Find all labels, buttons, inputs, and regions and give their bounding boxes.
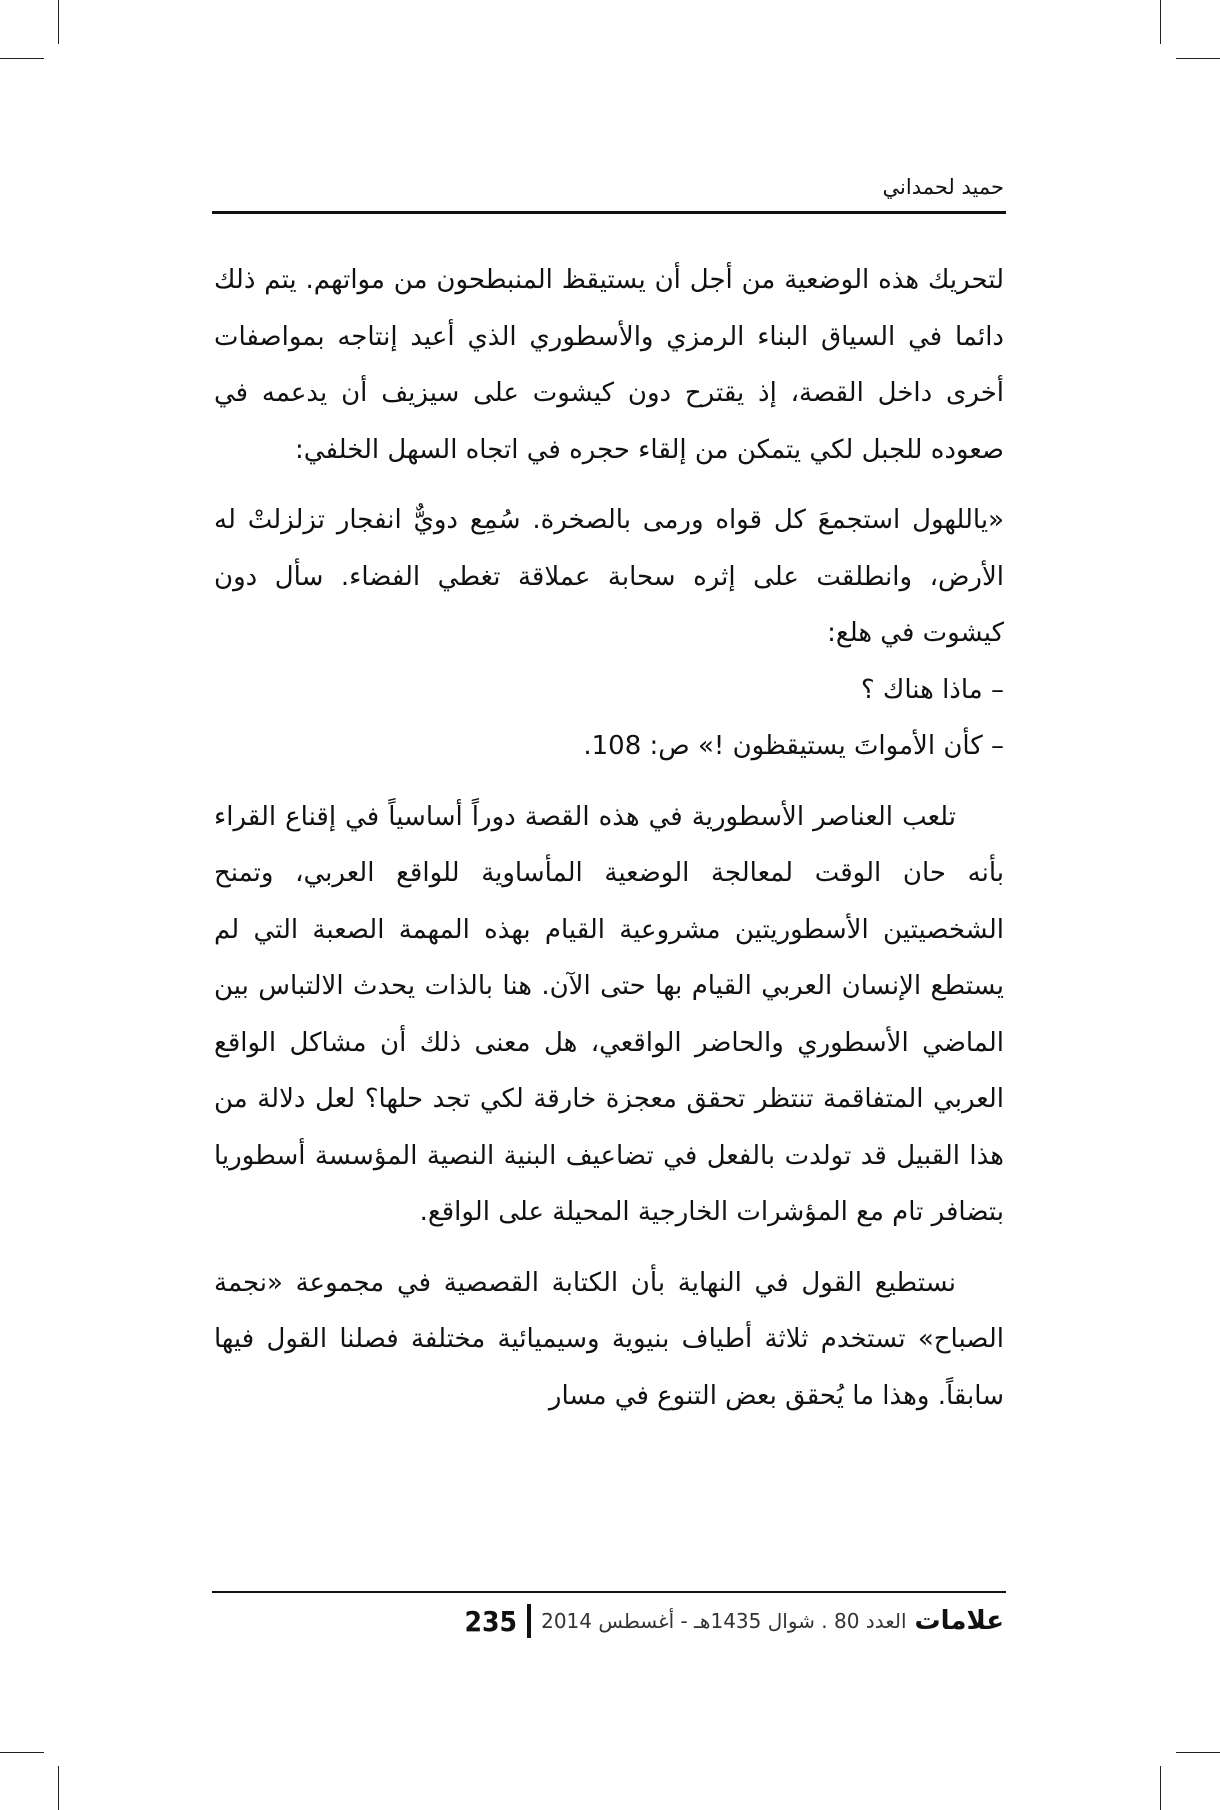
dialogue-line: – ماذا هناك ؟ (860, 674, 1004, 705)
page-number: 235 (464, 1604, 518, 1638)
crop-mark (0, 1752, 44, 1753)
crop-mark (1160, 0, 1161, 44)
page-footer (465, 1602, 1005, 1640)
crop-mark (1176, 1752, 1220, 1753)
crop-mark (0, 58, 44, 59)
issue-info: العدد 80 . شوال 1435هـ - أغسطس 2014 (541, 1609, 907, 1633)
dialogue-line: – كأن الأمواتَ يستيقظون !» ص: 108. (583, 731, 1004, 761)
article-body (214, 252, 1004, 1424)
crop-mark (1176, 58, 1220, 59)
journal-logo: علامات (914, 1606, 1004, 1636)
crop-mark (58, 1766, 59, 1810)
paragraph: لتحريك هذه الوضعية من أجل أن يستيقظ المنبطحون من مواتهم. يتم ذلك دائما في السياق البناء الرمزي والأسطوري الذي أعيد إنتاجه بمواصفات أخرى داخل القصة، إذ يقترح دون كيشوت على سيزيف أن يدعمه في صعوده للجبل لكي يتمكن من إلقاء حجره في اتجاه السهل الخلفي: (214, 265, 1004, 465)
running-head-author: حميد لحمداني (882, 175, 1004, 199)
footer-rule (212, 1591, 1006, 1593)
paragraph: تلعب العناصر الأسطورية في هذه القصة دوراً أساسياً في إقناع القراء بأنه حان الوقت لمعالجة الوضعية المأساوية للواقع العربي، وتمنح الشخصيتين الأسطوريتين مشروعية القيام بهذه المهمة الصعبة التي لم يستطع الإنسان العربي القيام بها حتى الآن. هنا بالذات يحدث الالتباس بين الماضي الأسطوري والحاضر الواقعي، هل معنى ذلك أن مشاكل الواقع العربي المتفاقمة تنتظر تحقق معجزة خارقة لكي تجد حلها؟ لعل دلالة من هذا القبيل قد تولدت بالفعل في تضاعيف البنية النصية المؤسسة أسطوريا بتضافر تام مع المؤشرات الخارجية المحيلة على الواقع. (214, 801, 1004, 1227)
crop-mark (1160, 1766, 1161, 1810)
crop-mark (58, 0, 59, 44)
quote-paragraph: «ياللهول استجمعَ كل قواه ورمى بالصخرة. سُمِع دويٌّ انفجار تزلزلتْ له الأرض، وانطلقت على إثره سحابة عملاقة تغطي الفضاء. سأل دون كيشوت في هلع: (214, 505, 1004, 648)
paragraph: نستطيع القول في النهاية بأن الكتابة القصصية في مجموعة «نجمة الصباح» تستخدم ثلاثة أطياف بنيوية وسيميائية مختلفة فصلنا القول فيها سابقاً. وهذا ما يُحقق بعض التنوع في مسار (214, 1267, 1004, 1411)
footer-separator (527, 1604, 531, 1638)
header-rule (212, 211, 1006, 214)
